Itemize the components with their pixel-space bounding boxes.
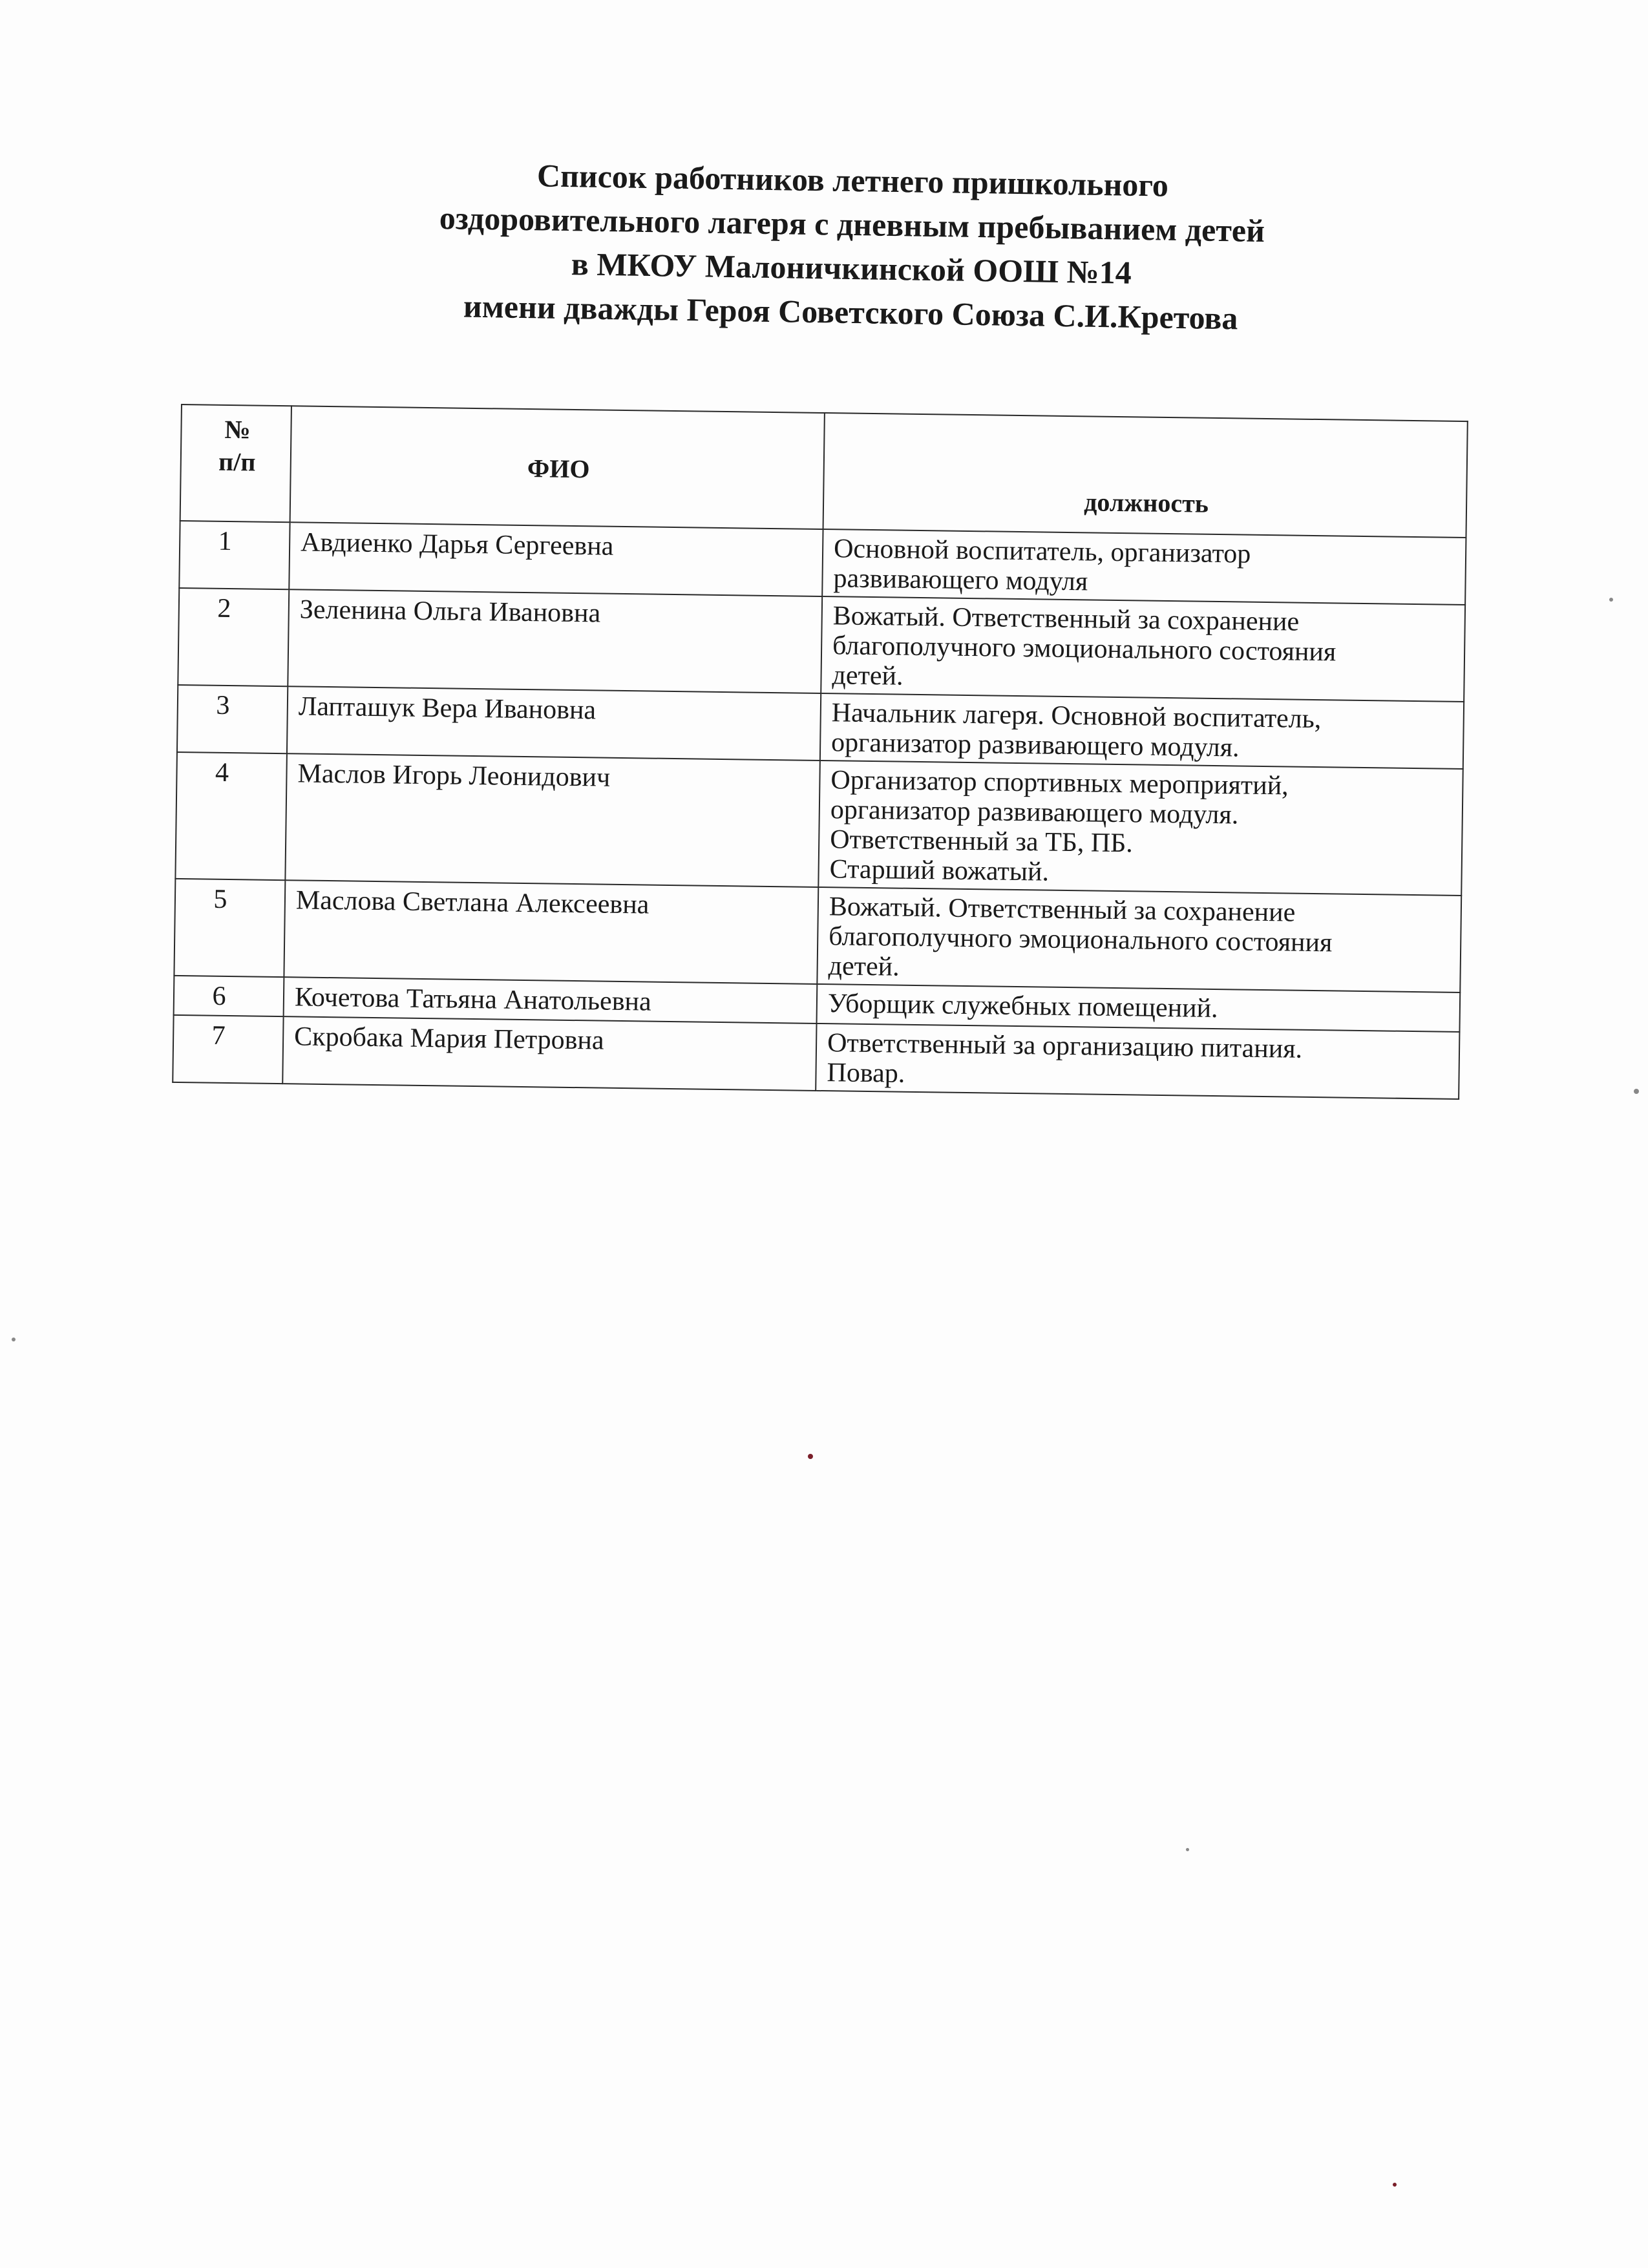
title-line: Список работников летнего пришкольного [536,157,1169,204]
position-line: Вожатый. Ответственный за сохранение [829,892,1296,928]
row-number: 3 [177,685,288,753]
title-line: в МКОУ Малоничкинской ООШ №14 [571,246,1132,291]
table-row [175,752,1463,896]
position-line: Уборщик служебных помещений. [827,989,1218,1024]
position-line: Вожатый. Ответственный за сохранение [832,601,1300,637]
employee-name: Авдиенко Дарья Сергеевна [289,522,823,596]
staff-table [172,404,1468,1100]
scan-speck [12,1338,16,1341]
title-line: оздоровительного лагеря с дневным пребыванием детей [439,199,1265,249]
position-line: Повар. [827,1058,905,1089]
position-line: развивающего модуля [833,563,1088,597]
scan-speck [1393,2183,1397,2187]
employee-position [816,1024,1459,1099]
employee-position [818,761,1463,896]
employee-name: Маслова Светлана Алексеевна [284,880,818,984]
table-header-row [180,404,1468,538]
employee-name: Маслов Игорь Леонидович [285,753,819,887]
table-row [174,879,1461,992]
position-line: детей. [828,951,900,982]
position-line: Организатор спортивных мероприятий, [830,765,1289,801]
scan-speck [1634,1089,1639,1094]
employee-position [820,693,1464,769]
header-number-symbol: № [224,414,251,445]
position-line: благополучного эмоционального состояния [832,631,1336,667]
table-row [178,588,1465,702]
document-title [269,149,1435,343]
staff-table-container [172,404,1467,1100]
employee-position [817,887,1461,992]
employee-position [821,596,1465,702]
scan-speck [1186,1848,1189,1851]
header-position: должность [823,413,1468,538]
row-number: 6 [174,976,284,1016]
employee-name: Скробака Мария Петровна [282,1016,816,1091]
employee-name: Лапташук Вера Ивановна [287,686,821,761]
row-number: 7 [173,1015,283,1084]
row-number: 5 [174,879,285,977]
employee-name: Кочетова Татьяна Анатольевна [284,977,818,1024]
employee-name: Зеленина Ольга Ивановна [288,589,822,693]
table-body [173,521,1466,1099]
scan-speck [1609,598,1613,602]
employee-position [822,529,1466,605]
position-line: организатор развивающего модуля. [830,795,1239,830]
position-line: Ответственный за ТБ, ПБ. [829,824,1134,859]
header-number [180,404,291,522]
position-line: Начальник лагеря. Основной воспитатель, [831,698,1322,735]
position-line: Старший вожатый. [829,854,1050,887]
row-number: 2 [178,588,289,686]
title-line: имени дважды Героя Советского Союза С.И.Кретова [463,288,1238,337]
position-line: Ответственный за организацию питания. [827,1028,1303,1064]
header-name: ФИО [290,406,825,529]
row-number: 1 [179,521,290,589]
scan-speck [808,1454,813,1459]
position-line: Основной воспитатель, организатор [833,534,1251,569]
position-line: детей. [832,660,903,691]
row-number: 4 [175,752,287,880]
header-number-label: п/п [218,446,256,477]
position-line: организатор развивающего модуля. [830,728,1240,763]
position-line: благополучного эмоционального состояния [828,921,1333,958]
